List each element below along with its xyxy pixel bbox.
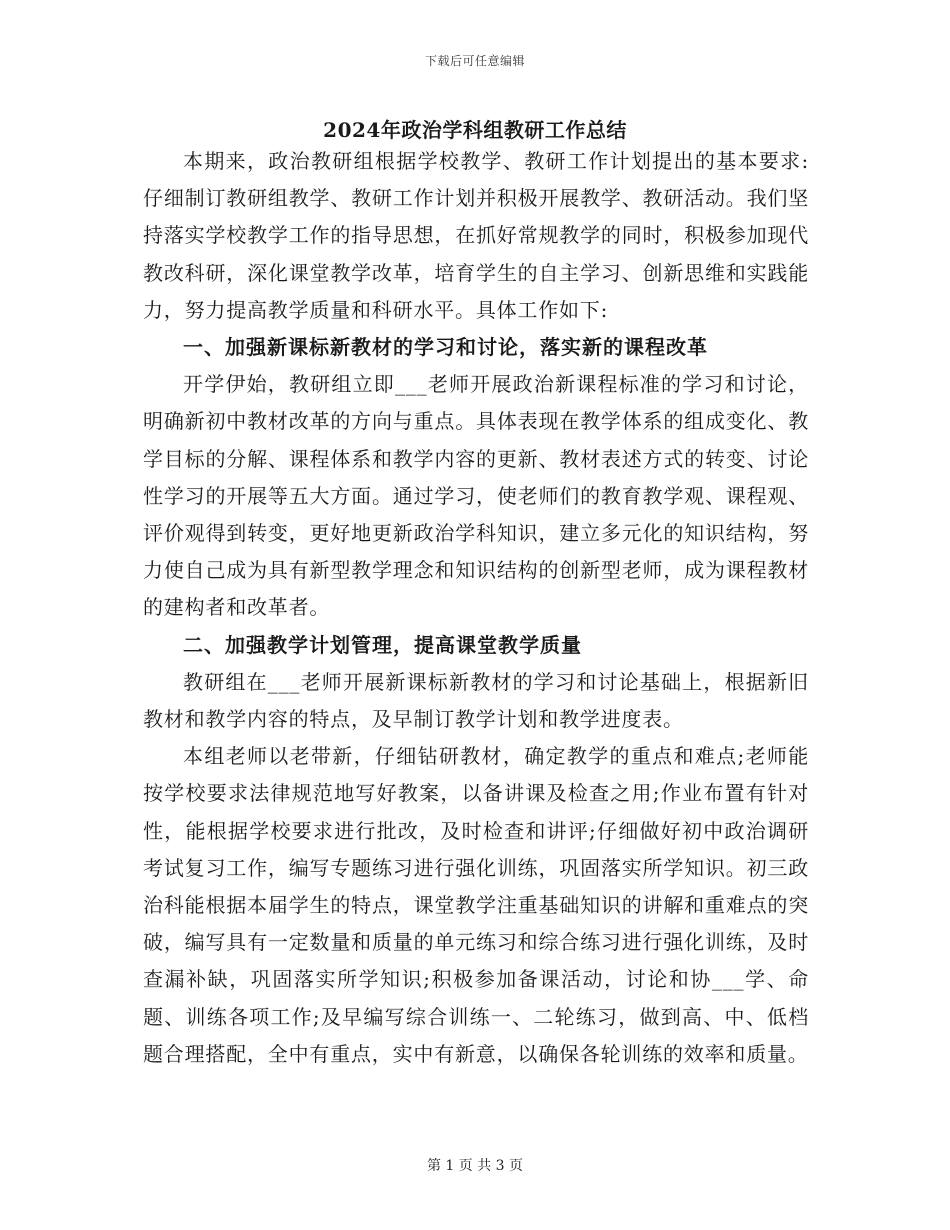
section-2-paragraph-1: 教研组在___老师开展新课标新教材的学习和讨论基础上，根据新旧教材和教学内容的特点，及早制订教学计划和教学进度表。 <box>143 669 809 732</box>
document-title: 2024年政治学科组教研工作总结 <box>323 118 627 142</box>
header-note: 下载后可任意编辑 <box>424 54 525 68</box>
page-footer: 第 1 页 共 3 页 <box>426 1158 524 1174</box>
intro-paragraph: 本期来，政治教研组根据学校教学、教研工作计划提出的基本要求:仔细制订教研组教学、教研工作计划并积极开展教学、教研活动。我们坚持落实学校教学工作的指导思想，在抓好常规教学的同时，积极参加现代教改科研，深化课堂教学改革，培育学生的自主学习、创新思维和实践能力，努力提高教学质量和科研水平。具体工作如下: <box>143 149 809 322</box>
section-heading-1: 一、加强新课标新教材的学习和讨论，落实新的课程改革 <box>183 335 708 360</box>
section-2-paragraph-2: 本组老师以老带新，仔细钻研教材，确定教学的重点和难点;老师能按学校要求法律规范地写好教案，以备讲课及检查之用;作业布置有针对性，能根据学校要求进行批改，及时检查和讲评;仔细做好初中政治调研考试复习工作，编写专题练习进行强化训练，巩固落实所学知识。初三政治科能根据本届学生的特点，课堂教学注重基础知识的讲解和重难点的突破，编写具有一定数量和质量的单元练习和综合练习进行强化训练，及时查漏补缺，巩固落实所学知识;积极参加备课活动，讨论和协___学、命题、训练各项工作;及早编写综合训练一、二轮练习，做到高、中、低档题合理搭配，全中有重点，实中有新意，以确保各轮训练的效率和质量。 <box>143 744 809 1066</box>
section-1-paragraph: 开学伊始，教研组立即___老师开展政治新课程标准的学习和讨论，明确新初中教材改革的方向与重点。具体表现在教学体系的组成变化、教学目标的分解、课程体系和教学内容的更新、教材表述方式的转变、讨论性学习的开展等五大方面。通过学习，使老师们的教育教学观、课程观、评价观得到转变，更好地更新政治学科知识，建立多元化的知识结构，努力使自己成为具有新型教学理念和知识结构的创新型老师，成为课程教材的建构者和改革者。 <box>143 372 809 620</box>
section-heading-2: 二、加强教学计划管理，提高课堂教学质量 <box>183 632 582 657</box>
document-body <box>143 143 809 1073</box>
